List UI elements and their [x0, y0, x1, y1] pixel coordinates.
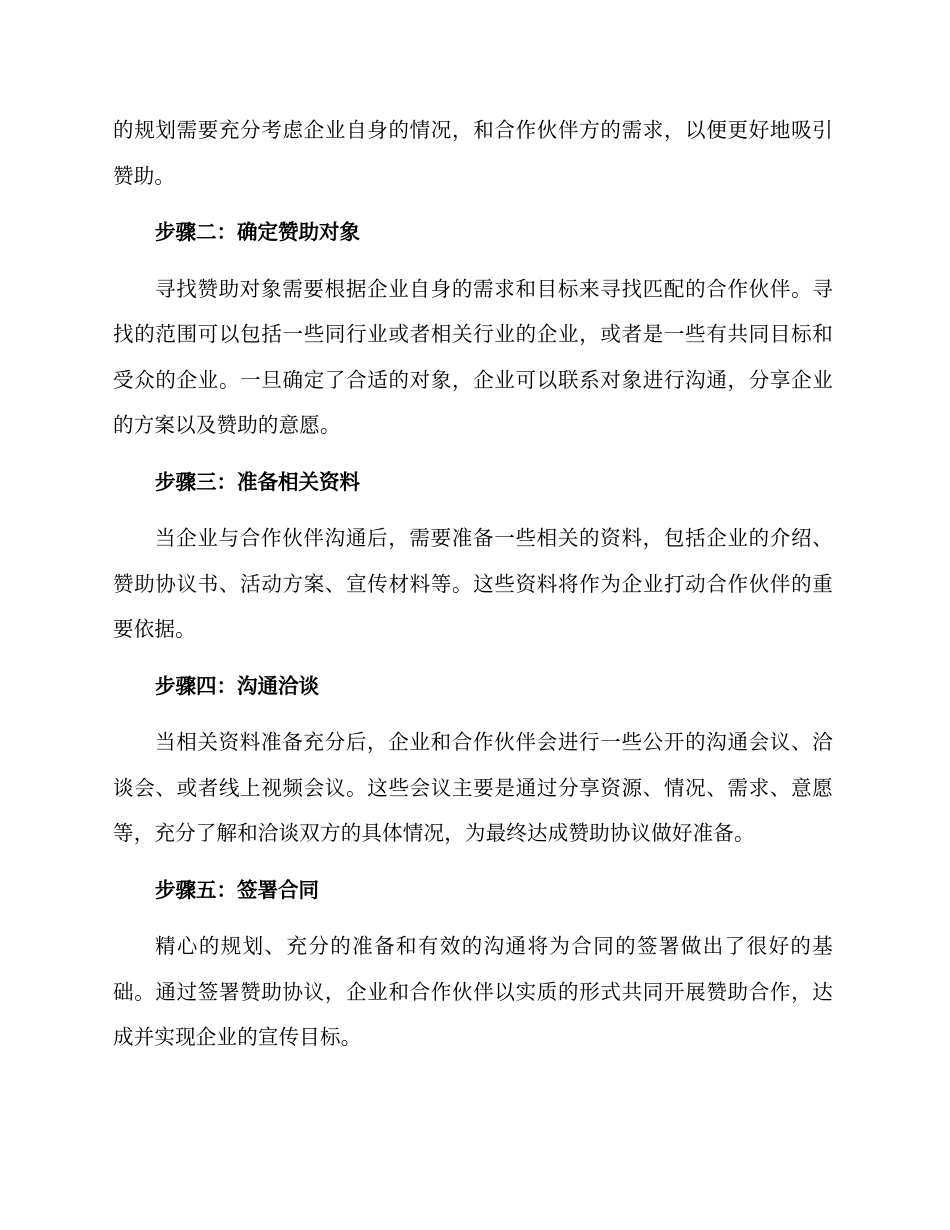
document-page	[113, 108, 833, 1061]
section-heading-step-5: 步骤五：签署合同	[155, 877, 319, 902]
section-body-step-2: 寻找赞助对象需要根据企业自身的需求和目标来寻找匹配的合作伙伴。寻找的范围可以包括一些同行业或者相关行业的企业，或者是一些有共同目标和受众的企业。一旦确定了合适的对象，企业可以联系对象进行沟通，分享企业的方案以及赞助的意愿。	[113, 276, 833, 437]
section-body-step-5: 精心的规划、充分的准备和有效的沟通将为合同的签署做出了很好的基础。通过签署赞助协议，企业和合作伙伴以实质的形式共同开展赞助合作，达成并实现企业的宣传目标。	[113, 934, 833, 1049]
section-heading-step-2: 步骤二：确定赞助对象	[155, 220, 360, 244]
section-body-step-4: 当相关资料准备充分后，企业和合作伙伴会进行一些公开的沟通会议、洽谈会、或者线上视频会议。这些会议主要是通过分享资源、情况、需求、意愿等，充分了解和洽谈双方的具体情况，为最终达成赞助协议做好准备。	[113, 730, 833, 845]
intro-paragraph: 的规划需要充分考虑企业自身的情况，和合作伙伴方的需求，以便更好地吸引赞助。	[113, 118, 833, 188]
section-heading-step-3: 步骤三：准备相关资料	[155, 469, 360, 494]
section-heading-step-4: 步骤四：沟通洽谈	[155, 673, 319, 698]
section-body-step-3: 当企业与合作伙伴沟通后，需要准备一些相关的资料，包括企业的介绍、赞助协议书、活动方案、宣传材料等。这些资料将作为企业打动合作伙伴的重要依据。	[113, 526, 833, 641]
